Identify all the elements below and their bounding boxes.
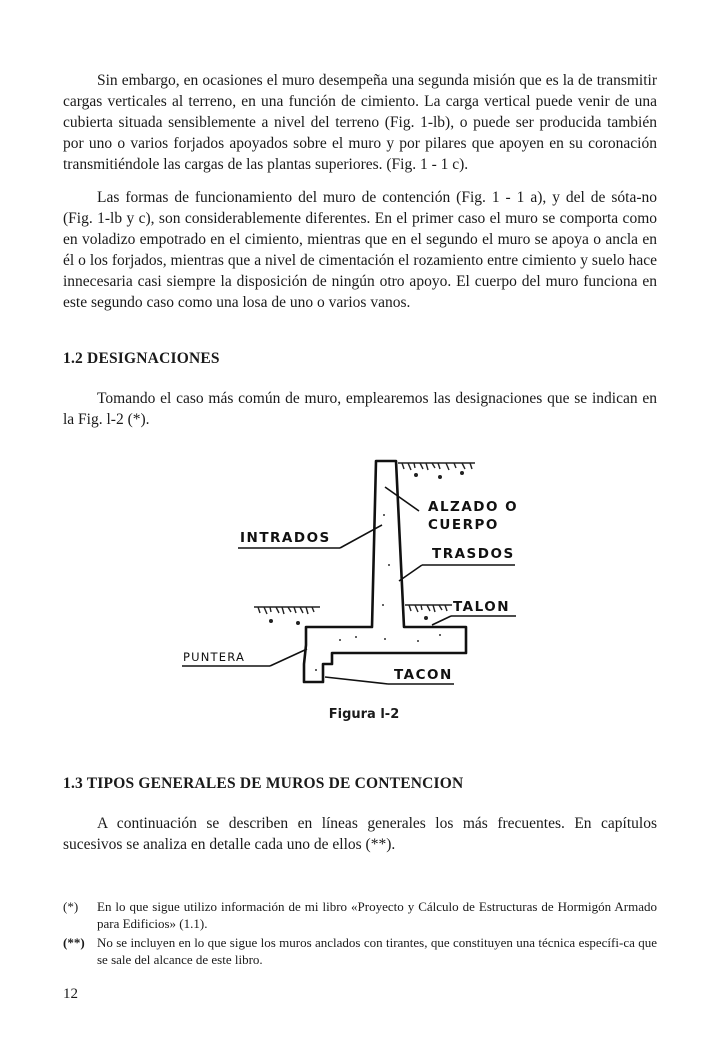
section-heading-1-3: 1.3 TIPOS GENERALES DE MUROS DE CONTENCION	[63, 775, 464, 792]
paragraph-2: Las formas de funcionamiento del muro de contención (Fig. 1 - 1 a), y del de sóta-no (Fig. 1-lb y c), son considerablemente diferentes. En el primer caso el muro se comporta como en voladizo empotrado en el cimiento, mientras que en el segundo el muro se apoya o ancla en él o los forjados, mientras que a nivel de cimentación el rozamiento entre cimiento y suelo hace innecesaria casi siempre la disposición de ningún otro apoyo. El cuerpo del muro funciona en este segundo caso como una losa de uno o varios vanos.	[63, 189, 657, 311]
footnote-2-mark: (**)	[63, 935, 85, 950]
wall-section-outline	[304, 461, 466, 682]
left-soil-hatch	[254, 607, 320, 624]
label-intrados: INTRADOS	[240, 530, 331, 546]
retaining-wall-figure	[170, 455, 530, 695]
footnote-2-text: No se incluyen en lo que sigue los muros anclados con tirantes, que constituyen una técnica específi-ca que se sale del alcance de este libro.	[97, 935, 657, 967]
label-talon: TALON	[453, 599, 511, 615]
label-cuerpo: CUERPO	[428, 517, 499, 533]
label-trasdos: TRASDOS	[432, 546, 515, 562]
paragraph-3: Tomando el caso más común de muro, emplearemos las designaciones que se indican en la Fig. l-2 (*).	[63, 390, 657, 428]
footnote-1-mark: (*)	[63, 899, 79, 914]
label-alzado: ALZADO O	[428, 499, 519, 515]
paragraph-1: Sin embargo, en ocasiones el muro desempeña una segunda misión que es la de transmitir cargas verticales al terreno, en una función de cimiento. La carga vertical puede venir de una cubierta situada sensiblemente a nivel del terreno (Fig. 1-lb), o puede ser producida también por uno o varios forjados apoyados sobre el muro y por pilares que apoyen en su coronación transmitiéndole las cargas de las plantas superiores. (Fig. 1 - 1 c).	[63, 72, 657, 173]
paragraph-4: A continuación se describen en líneas generales los más frecuentes. En capítulos sucesivos se analiza en detalle cada uno de ellos (**).	[63, 815, 657, 853]
page-number: 12	[63, 986, 78, 1002]
section-heading-1-2: 1.2 DESIGNACIONES	[63, 350, 220, 367]
label-puntera: PUNTERA	[183, 650, 246, 664]
top-soil-hatch	[398, 463, 475, 478]
footnote-1	[63, 898, 657, 932]
label-tacon: TACON	[394, 667, 453, 683]
footnote-2	[63, 934, 657, 968]
figure-caption: Figura l-2	[328, 707, 400, 722]
right-soil-hatch	[405, 605, 452, 619]
footnote-1-text: En lo que sigue utilizo información de mi libro «Proyecto y Cálculo de Estructuras de Hormigón Armado para Edificios» (1.1).	[97, 899, 657, 931]
